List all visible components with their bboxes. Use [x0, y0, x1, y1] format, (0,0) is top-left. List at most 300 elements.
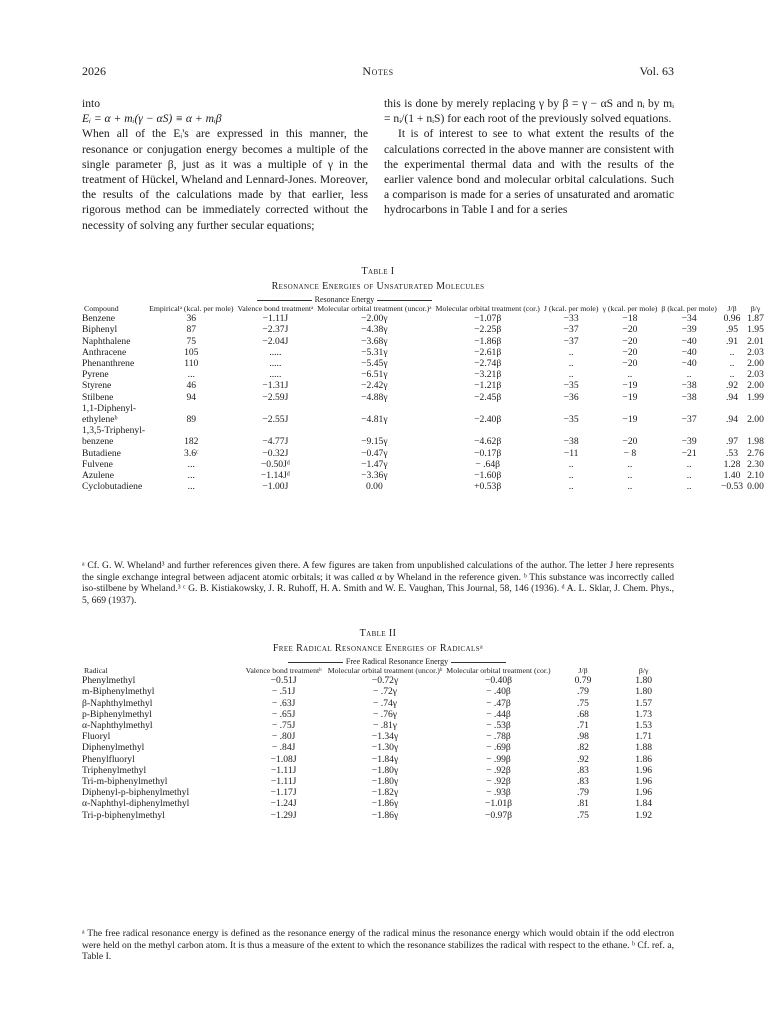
table2-header: Molecular orbital treatment (cor.): [446, 665, 551, 675]
table1-cell: −39: [681, 436, 697, 448]
table1-cell: 182: [184, 436, 199, 448]
compound-name: Phenanthrene: [82, 358, 135, 369]
table1-cell: ..: [686, 481, 692, 493]
table1-header: J/β: [727, 303, 737, 313]
table1-cell: −4.77J: [262, 436, 289, 448]
table1-cell: ..: [729, 346, 735, 358]
table1-cell: [315, 403, 433, 414]
table1-cell: ...: [187, 458, 195, 470]
table1-cell: −3.68γ: [361, 335, 388, 347]
table2-cell: − .93β: [486, 787, 511, 799]
table1-cell: −4.88γ: [361, 391, 388, 403]
compound-name: Stilbene: [82, 391, 114, 403]
table1-cell: [434, 425, 542, 436]
table2-header: Molecular orbital treatment (uncor.)ᵇ: [327, 665, 443, 675]
table1-cell: −37: [681, 414, 697, 426]
table2-cell: .75: [576, 697, 589, 709]
compound-name: Butadiene: [82, 447, 121, 459]
table1-cell: −1.31J: [262, 380, 289, 392]
right-column: [384, 96, 674, 218]
table2-cell: 1.80: [635, 675, 653, 687]
table1-cell: −1.47γ: [361, 458, 388, 470]
table1-cell: −9.15γ: [361, 436, 388, 448]
table1-cell: −1.21β: [474, 380, 502, 392]
table1-cell: −2.00γ: [361, 313, 388, 325]
table2-cell: −0.51J: [270, 675, 297, 687]
table2-row: [82, 810, 674, 821]
compound-name: ethyleneᵇ: [82, 414, 118, 426]
table1-cell: −0.32J: [262, 447, 289, 459]
table1-cell: −2.42γ: [361, 380, 388, 392]
table1-cell: −5.45γ: [361, 358, 388, 369]
table1-row: [82, 347, 766, 358]
table2-row: [82, 742, 674, 753]
table1-cell: 75: [186, 335, 197, 347]
table1-cell: [235, 425, 315, 436]
table2-cell: − .47β: [486, 697, 511, 709]
table1-cell: −2.25β: [474, 324, 502, 336]
table1-cell: 2.00: [747, 380, 764, 392]
table1-cell: [434, 403, 542, 414]
table2-cell: −1.17J: [270, 787, 297, 799]
table1-cell: ..: [627, 458, 633, 470]
table2-cell: .79: [576, 686, 589, 698]
table1-cell: 89: [186, 414, 197, 426]
table1-header: Empiricalᵃ (kcal. per mole): [149, 303, 234, 313]
table1-cell: 2.01: [747, 335, 764, 347]
table1-row: [82, 403, 766, 414]
radical-name: Tri-m-biphenylmethyl: [82, 776, 168, 788]
table1-cell: −3.21β: [474, 369, 502, 381]
table2-row: [82, 776, 674, 787]
table1-row: [82, 436, 766, 447]
table1-row: [82, 392, 766, 403]
table2-cell: − .84J: [271, 742, 296, 754]
table1-cell: −4.38γ: [361, 324, 388, 336]
table2-cell: .82: [576, 742, 589, 754]
table2-title: Free Radical Resonance Energies of Radicalsᵃ: [272, 643, 484, 654]
table2-header: Radical: [84, 665, 108, 675]
table2-cell: − .53β: [486, 720, 511, 731]
radical-name: Phenylmethyl: [82, 675, 136, 687]
compound-name: Cyclobutadiene: [82, 481, 143, 493]
table1-header: γ (kcal. per mole): [602, 303, 658, 313]
table1-cell: .94: [726, 414, 738, 426]
table1-cell: −20: [622, 346, 638, 358]
table1-cell: ..: [627, 481, 633, 493]
table1-cell: −2.40β: [474, 414, 502, 426]
table1-cell: −34: [681, 313, 697, 325]
table1-cell: −20: [622, 324, 638, 336]
table1-cell: −20: [622, 335, 638, 347]
table2-cell: −1.29J: [270, 809, 297, 821]
table1-row: [82, 313, 766, 324]
table1-cell: −40: [681, 335, 697, 347]
table1-cell: −2.04J: [262, 335, 289, 347]
table1-cell: [542, 425, 601, 436]
compound-name: Pyrene: [82, 369, 109, 381]
table2-cell: .92: [576, 753, 589, 765]
table1-cell: −3.36γ: [361, 470, 388, 482]
table2-header: Valence bond treatmentᵇ: [245, 665, 322, 675]
table2-row: [82, 787, 674, 798]
radical-name: p-Biphenylmethyl: [82, 708, 152, 720]
table1-footnote: ᵃ Cf. G. W. Wheland³ and further references given there. A few figures are taken from unpublished calculations of the author. The letter J here represents the single exchange integral between adjacent atomic orbitals; it was called α by Wheland in the reference given. ᵇ This substance was incorrectly called iso-stilbene by Wheland.³ ᶜ G. B. Kistiakowsky, J. R. Ruhoff, H. A. Smith and W. E. Vaughan, This Journal, 58, 146 (1936). ᵈ A. L. Sklar, J. Chem. Phys., 5, 669 (1937).: [82, 560, 674, 606]
table2-cell: 1.86: [635, 753, 653, 765]
table1-cell: 46: [186, 380, 197, 392]
table2-row: [82, 709, 674, 720]
table1-cell: ..: [568, 346, 574, 358]
table1-cell: ...: [187, 369, 195, 381]
table2-cell: − .51J: [271, 686, 296, 698]
table2-cell: −1.30γ: [371, 742, 399, 754]
table2-label: Table II: [359, 628, 397, 639]
table2-cell: −1.80γ: [371, 764, 399, 776]
compound-name: Fulvene: [82, 458, 113, 470]
table1-cell: −39: [681, 324, 697, 336]
compound-name: Azulene: [82, 470, 114, 482]
table2-cell: −1.86γ: [371, 809, 399, 821]
volume-label: Vol. 63: [639, 64, 674, 78]
table1-cell: ..: [568, 481, 574, 493]
table1-cell: ...: [187, 470, 195, 482]
table1-cell: −18: [622, 313, 638, 325]
table1-cell: .95: [726, 324, 738, 336]
table1-cell: −1.86β: [474, 335, 502, 347]
table1-cell: − 8: [623, 447, 637, 459]
table1-cell: −19: [622, 380, 638, 392]
table2-cell: 1.73: [635, 708, 653, 720]
table1-cell: 1.99: [747, 391, 764, 403]
table2-span-header: Free Radical Resonance Energy: [241, 658, 552, 667]
table1-cell: [659, 425, 719, 436]
table1-cell: −1.07β: [474, 313, 502, 325]
table2-cell: −1.11J: [270, 776, 297, 788]
table1-row: [82, 448, 766, 459]
table1-cell: ..: [568, 369, 574, 381]
table1-cell: −38: [563, 436, 579, 448]
table2-cell: − .80J: [271, 731, 296, 743]
table1-cell: −4.62β: [474, 436, 502, 448]
compound-name: Benzene: [82, 313, 116, 325]
table2-cell: 0.79: [574, 675, 592, 687]
table1-cell: 2.30: [747, 458, 764, 470]
radical-name: Tri-p-biphenylmethyl: [82, 809, 165, 821]
table1-cell: −37: [563, 335, 579, 347]
table1-cell: ..: [686, 470, 692, 482]
table2-cell: −0.40β: [484, 675, 513, 687]
left-paragraph: When all of the Eᵢ's are expressed in this manner, the resonance or conjugation energy becomes a multiple of the single parameter β, just as it was a multiple of γ in the treatment of Hückel, Wheland and Lennard-Jones. Moreover, the results of the calculations made by that earlier, less rigorous method can be immediately corrected without the necessity of solving any further secular equations;: [82, 127, 368, 232]
table1-cell: 2.03: [747, 369, 764, 381]
table1-cell: .92: [726, 380, 738, 392]
table1-header: β/γ: [750, 303, 761, 313]
table2-cell: .83: [576, 764, 589, 776]
table1-cell: ..: [627, 369, 633, 381]
compound-name: 1,1-Diphenyl-: [82, 402, 137, 414]
table1-header: Molecular orbital treatment (uncor.)ᵃ: [317, 303, 432, 313]
compound-name: Anthracene: [82, 346, 127, 358]
table1-header: J (kcal. per mole): [543, 303, 599, 313]
table1-cell: 2.00: [747, 358, 764, 369]
table2-cell: − .74γ: [372, 697, 398, 709]
table1-title: Resonance Energies of Unsaturated Molecules: [271, 281, 485, 292]
table2-cell: .81: [576, 798, 589, 810]
table1-cell: 1.95: [747, 324, 764, 336]
radical-name: m-Biphenylmethyl: [82, 686, 155, 698]
table1-cell: 87: [186, 324, 197, 336]
table2-row: [82, 698, 674, 709]
table1-row: [82, 425, 766, 436]
table1-cell: −1.60β: [474, 470, 502, 482]
table2-row: [82, 765, 674, 776]
table1-cell: −2.74β: [474, 358, 502, 369]
table2-body: [82, 675, 674, 821]
table1-cell: 94: [186, 391, 197, 403]
table1-cell: −1.14Jᵈ: [260, 470, 290, 482]
table1-cell: −38: [681, 391, 697, 403]
table1-cell: 3.6ᶜ: [184, 447, 199, 459]
page-number: 2026: [82, 64, 106, 78]
table2-cell: − .69β: [486, 742, 511, 754]
compound-name: Styrene: [82, 380, 112, 392]
radical-name: α-Naphthylmethyl: [82, 720, 153, 731]
table2-cell: −1.34γ: [371, 731, 399, 743]
table1-cell: −1.11J: [262, 313, 289, 325]
table1-header: Compound: [84, 303, 119, 313]
table2-row: [82, 731, 674, 742]
table2-cell: −1.08J: [270, 753, 297, 765]
table1-cell: ..: [627, 470, 633, 482]
table1-cell: −0.53: [720, 481, 744, 493]
table1-cell: −33: [563, 313, 579, 325]
table1-row: [82, 414, 766, 425]
table1-row: [82, 481, 766, 492]
table1-cell: ..: [729, 369, 735, 381]
table1-cell: 2.10: [747, 470, 764, 482]
table1-span-header: Resonance Energy: [147, 296, 542, 305]
table1-cell: 2.76: [747, 447, 764, 459]
table2-cell: − .63J: [271, 697, 296, 709]
table1-row: [82, 470, 766, 481]
table1-cell: −19: [622, 391, 638, 403]
table1-cell: −19: [622, 414, 638, 426]
table1-cell: ...: [187, 481, 195, 493]
table1-header-row: [82, 305, 766, 314]
table2-cell: −1.86γ: [371, 798, 399, 810]
table2-cell: −1.84γ: [371, 753, 399, 765]
table1-cell: −38: [681, 380, 697, 392]
table1-cell: ..: [568, 470, 574, 482]
radical-name: Phenylfluoryl: [82, 753, 135, 765]
table1-header: β (kcal. per mole): [661, 303, 717, 313]
table1-cell: −0.50Jᵈ: [260, 458, 290, 470]
table1-cell: −6.51γ: [361, 369, 388, 381]
table2-row: [82, 720, 674, 731]
table2-cell: −0.97β: [484, 809, 513, 821]
table1-row: [82, 336, 766, 347]
table2-header-row: [82, 667, 674, 676]
table1-row: [82, 369, 766, 380]
table1-cell: 105: [184, 346, 199, 358]
table2-cell: −1.82γ: [371, 787, 399, 799]
table1-cell: [147, 425, 235, 436]
compound-name: Biphenyl: [82, 324, 118, 336]
table2-cell: − .44β: [486, 708, 511, 720]
table1-header: Molecular orbital treatment (cor.): [435, 303, 540, 313]
table1-cell: .....: [269, 369, 282, 381]
table2-cell: 1.71: [635, 731, 653, 743]
table2-cell: 1.53: [635, 720, 653, 731]
table2-cell: −1.24J: [270, 798, 297, 810]
table2-cell: − .92β: [486, 764, 511, 776]
table1-cell: +0.53β: [474, 481, 502, 493]
table1-cell: −11: [563, 447, 579, 459]
table1-cell: [542, 403, 601, 414]
running-header: [82, 64, 674, 80]
table1-cell: [600, 425, 659, 436]
table2-cell: .71: [576, 720, 589, 731]
table1-cell: ..: [568, 358, 574, 369]
table1-cell: .97: [726, 436, 738, 448]
table2-cell: −1.80γ: [371, 776, 399, 788]
table1-cell: [745, 425, 766, 436]
left-column: [82, 96, 368, 233]
table2-row: [82, 754, 674, 765]
table2-footnote: ᵃ The free radical resonance energy is defined as the resonance energy of the radical minus the resonance energy which would obtain if the odd electron were held on the methyl carbon atom. It is thus a measure of the extent to which the resonance stabilizes the radical with respect to the ethane. ᵇ Cf. ref. a, Table I.: [82, 928, 674, 963]
table1-cell: [719, 403, 745, 414]
table2-cell: .75: [576, 809, 589, 821]
table1-cell: −5.31γ: [361, 346, 388, 358]
radical-name: α-Naphthyl-diphenylmethyl: [82, 798, 190, 810]
table1-cell: −2.45β: [474, 391, 502, 403]
table1-row: [82, 459, 766, 470]
table2-cell: 1.84: [635, 798, 653, 810]
table1-cell: [600, 403, 659, 414]
table2-row: [82, 686, 674, 697]
equation: Eᵢ = α + mᵢ(γ − αS) ≡ α + mᵢβ: [82, 112, 222, 126]
table2-cell: −1.11J: [270, 764, 297, 776]
table2-cell: − .92β: [486, 776, 511, 788]
table1-cell: −4.81γ: [361, 414, 388, 426]
table2-cell: − .76γ: [372, 708, 398, 720]
table1-row: [82, 324, 766, 335]
table1-cell: 0.00: [747, 481, 764, 493]
table2-row: [82, 675, 674, 686]
intro-word: into: [82, 97, 101, 110]
table1-cell: −2.55J: [262, 414, 289, 426]
radical-name: Triphenylmethyl: [82, 764, 147, 776]
table2-cell: − .78β: [486, 731, 511, 743]
table2-cell: − .99β: [486, 753, 511, 765]
table1-cell: 0.00: [365, 481, 383, 493]
table2-cell: 1.80: [635, 686, 653, 698]
table1-cell: −1.00J: [262, 481, 289, 493]
table2-cell: 1.96: [635, 776, 653, 788]
table1-cell: .94: [726, 391, 738, 403]
right-paragraph-2: It is of interest to see to what extent the results of the calculations corrected in the above manner are consistent with the experimental thermal data and with the results of the earlier valence bond and molecular orbital calculations. Such a comparison is made for a series of unsaturated and aromatic hydrocarbons in Table I and for a series: [384, 127, 674, 217]
table1-cell: −36: [563, 391, 579, 403]
table1-row: [82, 358, 766, 369]
table1-cell: [147, 403, 235, 414]
table1-cell: [315, 425, 433, 436]
table2-cell: 1.96: [635, 787, 653, 799]
table2-cell: 1.57: [635, 697, 653, 709]
table2-cell: .83: [576, 776, 589, 788]
table2-cell: 1.88: [635, 742, 653, 754]
compound-name: benzene: [82, 436, 114, 448]
table1-cell: −2.61β: [474, 346, 502, 358]
right-paragraph-1: this is done by merely replacing γ by β = γ − αS and nᵢ by mᵢ = nᵢ/(1 + nᵢS) for each root of the previously solved equations.: [384, 97, 674, 126]
radical-name: Fluoryl: [82, 731, 111, 743]
table1-cell: −40: [681, 346, 697, 358]
table1: [82, 296, 766, 492]
table2-cell: −0.72γ: [371, 675, 399, 687]
table1-label: Table I: [361, 266, 395, 277]
table2-header: J/β: [578, 665, 588, 675]
table2-cell: .68: [576, 708, 589, 720]
table2-cell: −1.01β: [484, 798, 513, 810]
radical-name: β-Naphthylmethyl: [82, 697, 153, 709]
table1-cell: ..: [568, 458, 574, 470]
table1-cell: −2.59J: [262, 391, 289, 403]
table1-cell: −37: [563, 324, 579, 336]
table1-cell: ..: [686, 369, 692, 381]
table1-cell: 1.40: [723, 470, 741, 482]
table1-body: [82, 313, 766, 492]
compound-name: 1,3,5-Triphenyl-: [82, 425, 146, 437]
table1-cell: −20: [622, 436, 638, 448]
section-title: Notes: [362, 64, 394, 78]
table2-header: β/γ: [638, 665, 649, 675]
table2-cell: − .81γ: [372, 720, 398, 731]
table1-cell: 1.28: [723, 458, 741, 470]
table1-cell: 36: [186, 313, 197, 325]
table1-cell: .91: [726, 335, 738, 347]
table2-cell: − .40β: [486, 686, 511, 698]
table1-cell: −21: [681, 447, 697, 459]
table1-cell: − .64β: [475, 458, 501, 470]
table1-cell: 2.00: [747, 414, 764, 426]
table1-cell: .53: [726, 447, 738, 459]
table2-cell: .79: [576, 787, 589, 799]
table1-cell: 110: [184, 358, 199, 369]
table2: [82, 658, 674, 821]
table1-cell: −0.17β: [474, 447, 502, 459]
table2-cell: − .72γ: [372, 686, 398, 698]
table1-cell: .....: [269, 346, 282, 358]
table1-cell: [659, 403, 719, 414]
table1-cell: [235, 403, 315, 414]
table1-cell: −35: [563, 414, 579, 426]
table2-cell: .98: [576, 731, 589, 743]
table1-cell: −0.47γ: [361, 447, 388, 459]
table2-row: [82, 798, 674, 809]
table1-cell: 1.87: [747, 313, 764, 325]
table2-cell: − .65J: [271, 708, 296, 720]
table1-cell: −2.37J: [262, 324, 289, 336]
table1-cell: 0.96: [723, 313, 741, 325]
radical-name: Diphenyl-p-biphenylmethyl: [82, 787, 190, 799]
table2-cell: 1.96: [635, 764, 653, 776]
radical-name: Diphenylmethyl: [82, 742, 145, 754]
table1-cell: −20: [622, 358, 638, 369]
table1-cell: [719, 425, 745, 436]
table1-cell: .....: [269, 358, 282, 369]
table1-row: [82, 380, 766, 391]
table1-cell: [745, 403, 766, 414]
table1-cell: ..: [729, 358, 735, 369]
table1-cell: ..: [686, 458, 692, 470]
